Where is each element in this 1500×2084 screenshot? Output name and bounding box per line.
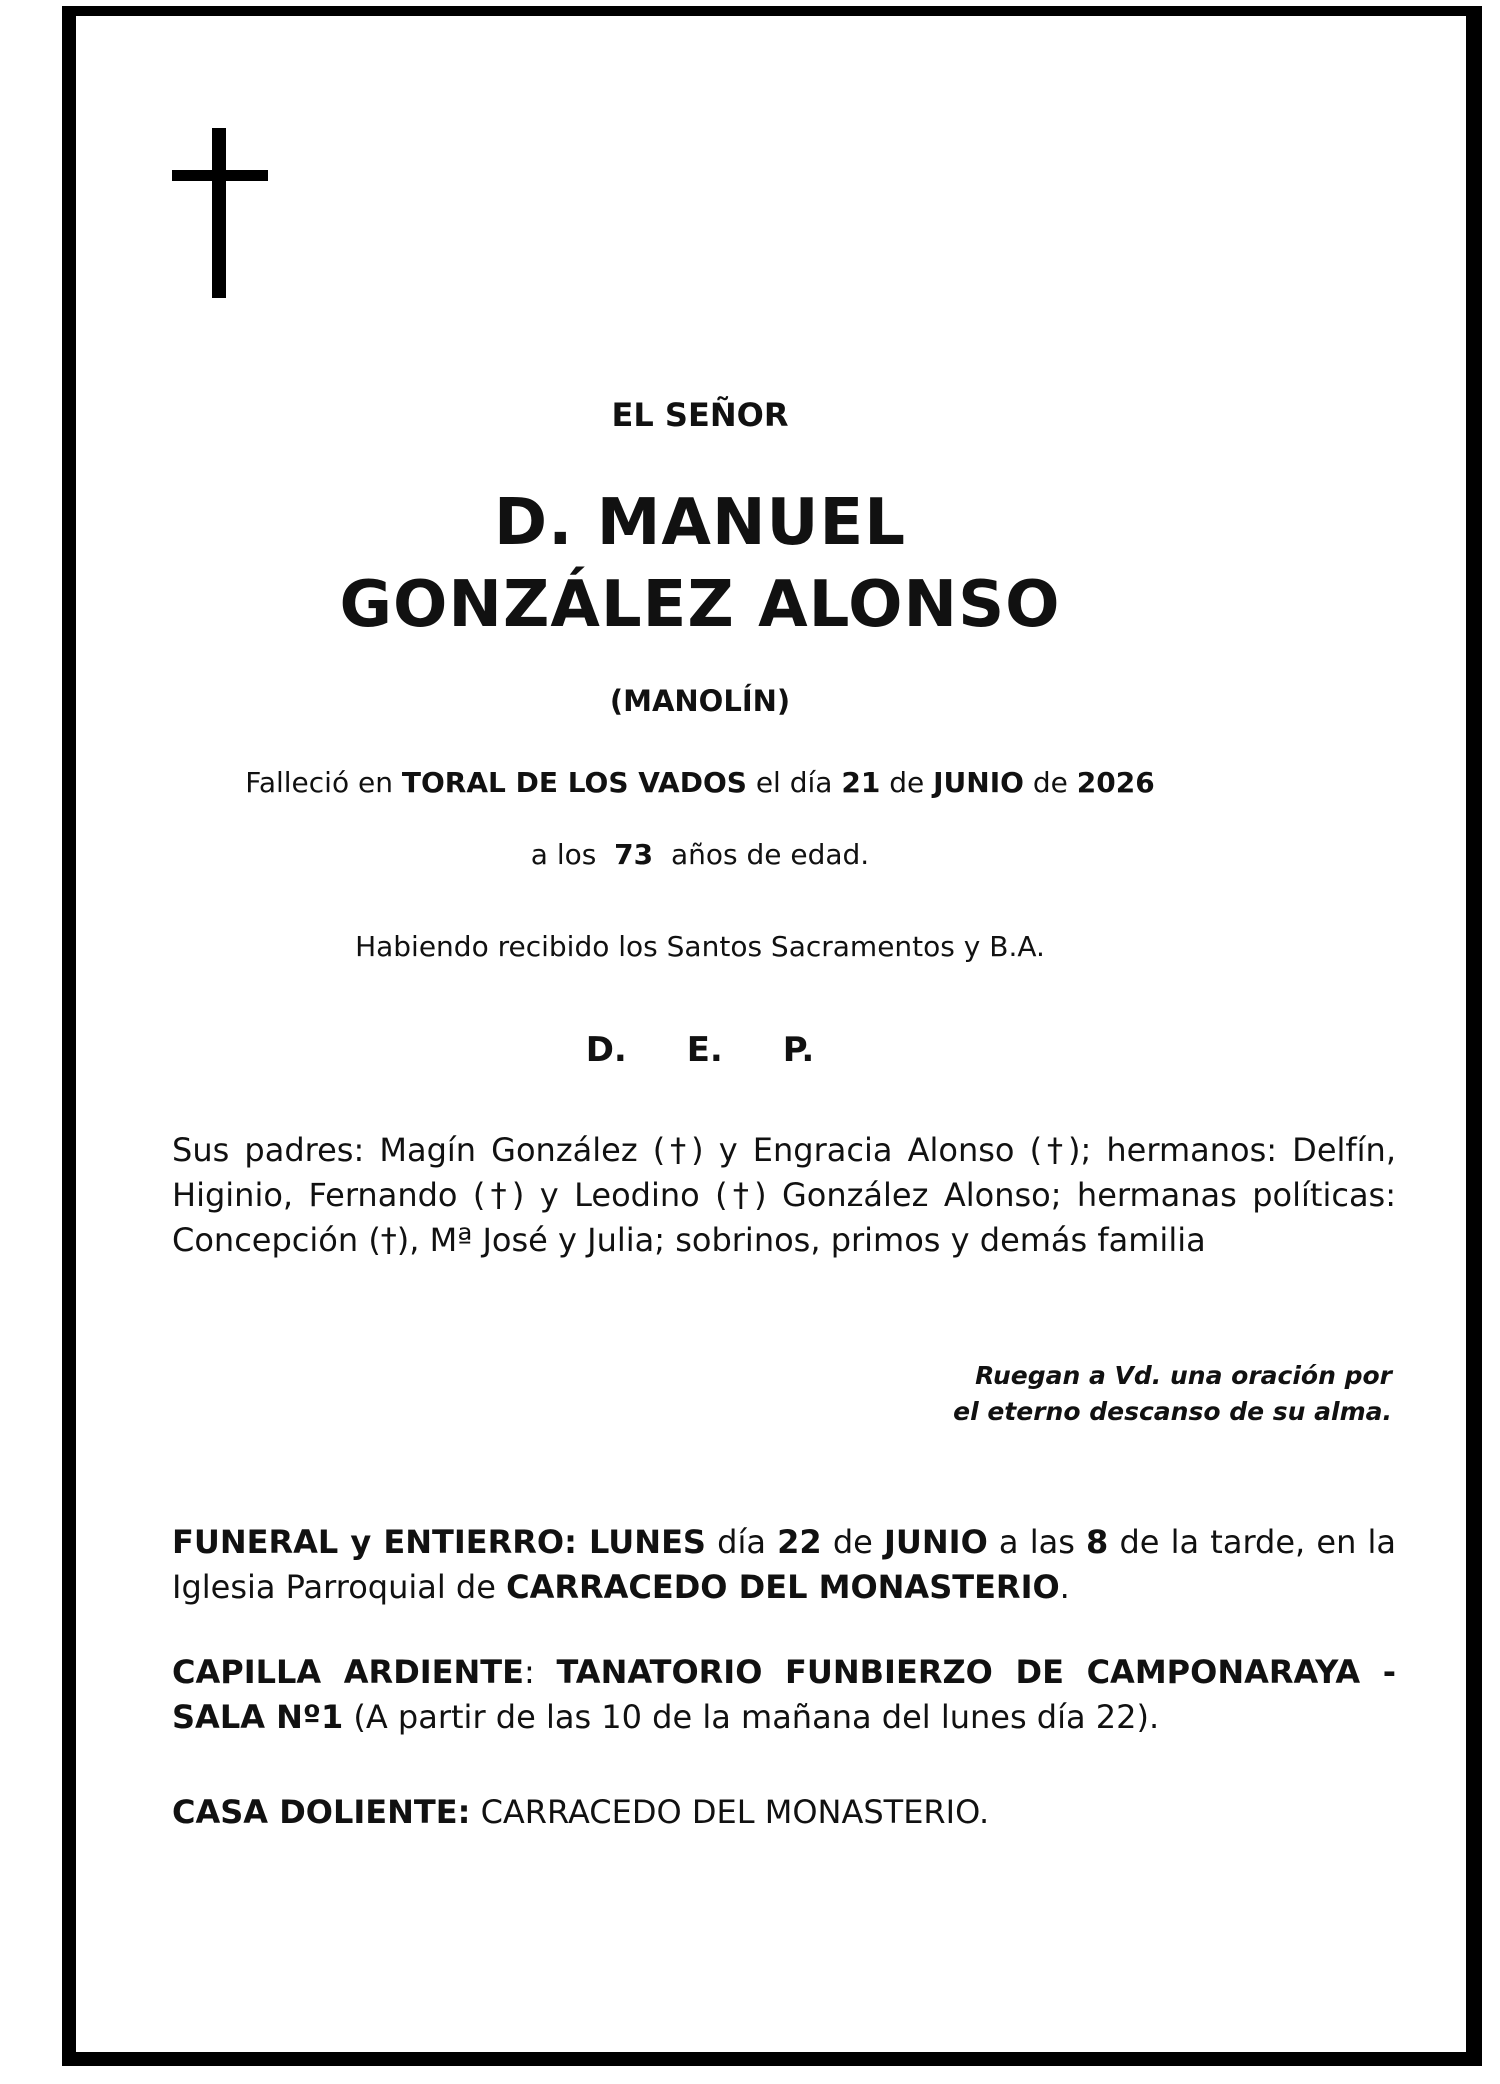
capilla-paragraph [172, 1650, 1396, 1740]
funeral-text-2: de [821, 1523, 884, 1561]
prayer-line-1: Ruegan a Vd. una oración por [975, 1361, 1392, 1390]
death-de-2: de [1032, 766, 1068, 799]
death-month: JUNIO [933, 766, 1024, 799]
sacraments-line: Habiendo recibido los Santos Sacramentos y B.A. [355, 930, 1045, 963]
death-prefix: Falleció en [245, 766, 393, 799]
dep-p: P. [782, 1030, 815, 1070]
capilla-detail: (A partir de las 10 de la mañana del lunes día 22). [343, 1698, 1160, 1736]
funeral-month: JUNIO [883, 1523, 988, 1561]
death-day: 21 [841, 766, 881, 799]
death-el-dia: el día [755, 766, 833, 799]
death-year: 2026 [1076, 766, 1155, 799]
deceased-name [170, 482, 1230, 646]
funeral-text-4: de la tarde, en la Iglesia Parroquial de [172, 1523, 1397, 1606]
cross-icon [172, 128, 268, 298]
dep-line [170, 1030, 1230, 1070]
nickname: (MANOLÍN) [609, 684, 791, 718]
title-line: EL SEÑOR [611, 396, 789, 434]
prayer-line-2: el eterno descanso de su alma. [953, 1397, 1392, 1426]
age-suffix: años de edad. [670, 838, 870, 871]
dep-e: E. [686, 1030, 723, 1070]
funeral-label: FUNERAL y ENTIERRO: LUNES [172, 1523, 706, 1561]
name-line-2: GONZÁLEZ ALONSO [339, 568, 1061, 642]
funeral-text-1: día [705, 1523, 778, 1561]
age-years: 73 [614, 838, 654, 871]
age-line [170, 838, 1230, 871]
casa-label: CASA DOLIENTE: [172, 1793, 471, 1831]
age-prefix: a los [530, 838, 597, 871]
capilla-place: TANATORIO FUNBIERZO DE CAMPONARAYA - SALA Nº1 [172, 1653, 1397, 1736]
casa-value: CARRACEDO DEL MONASTERIO. [470, 1793, 990, 1831]
funeral-hour: 8 [1086, 1523, 1109, 1561]
family-paragraph: Sus padres: Magín González (†) y Engracia Alonso (†); hermanos: Delfín, Higinio, Fernando (†) y Leodino (†) González Alonso; hermanas políticas: Concepción (†), Mª José y Julia; sobrinos, primos y demás familia [172, 1131, 1396, 1259]
funeral-text-3: a las [987, 1523, 1087, 1561]
funeral-church: CARRACEDO DEL MONASTERIO [506, 1568, 1060, 1606]
dep-d: D. [585, 1030, 627, 1070]
death-place: TORAL DE LOS VADOS [401, 766, 747, 799]
death-de-1: de [889, 766, 925, 799]
funeral-text-5: . [1059, 1568, 1070, 1606]
death-line [170, 766, 1230, 799]
capilla-colon: : [524, 1653, 557, 1691]
name-line-1: D. MANUEL [494, 486, 906, 560]
funeral-day: 22 [777, 1523, 822, 1561]
funeral-paragraph [172, 1520, 1396, 1610]
capilla-label: CAPILLA ARDIENTE [172, 1653, 524, 1691]
casa-paragraph [172, 1790, 1396, 1835]
prayer-text [953, 1358, 1392, 1430]
